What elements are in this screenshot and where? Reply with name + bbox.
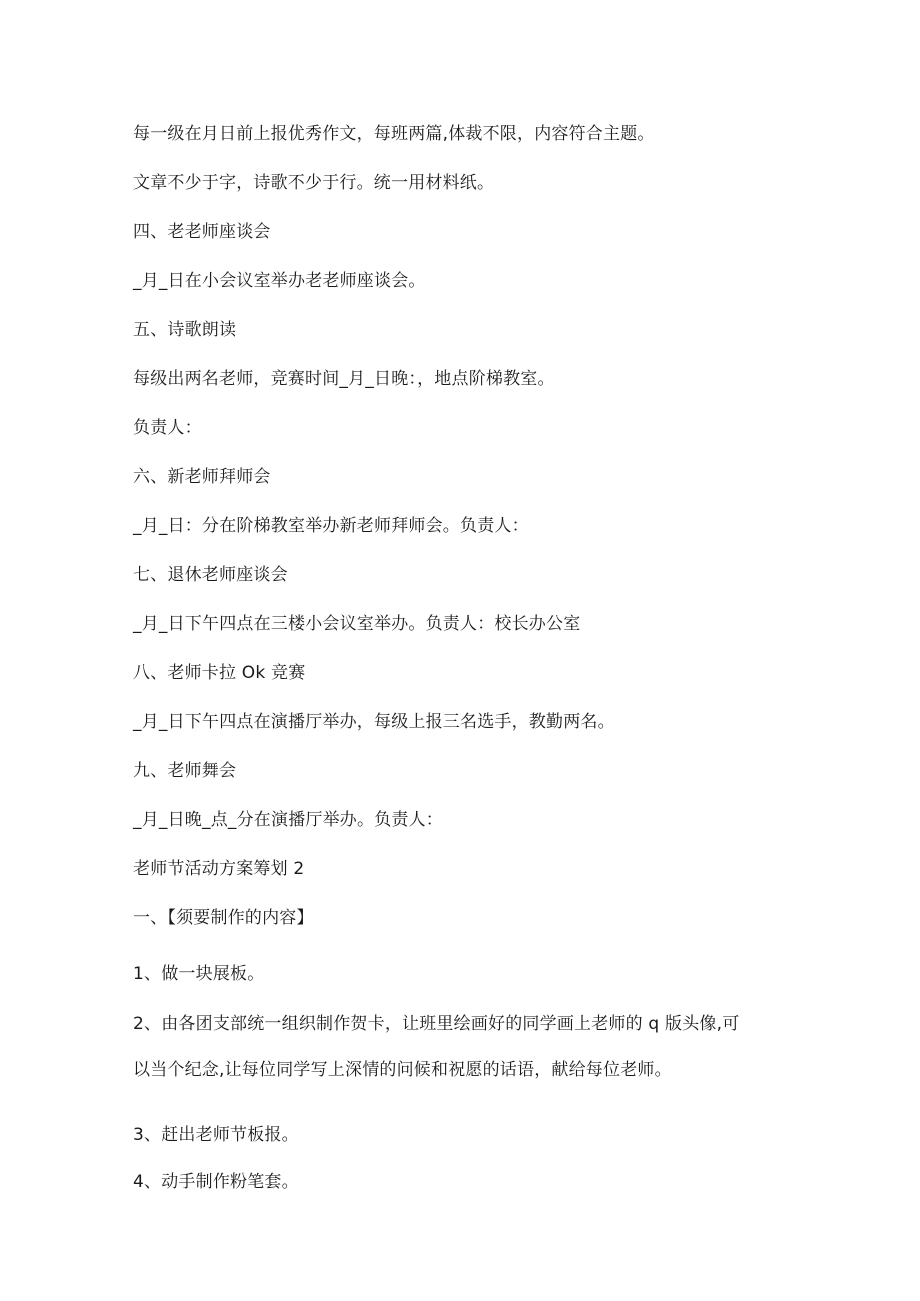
paragraph-section-7: _月_日下午四点在三楼小会议室举办。负责人：校长办公室	[133, 614, 581, 634]
heading-section-6: 六、新老师拜师会	[133, 467, 271, 487]
paragraph-section-5-owner: 负责人：	[133, 418, 202, 438]
list-item-3: 3、赶出老师节板报。	[133, 1125, 299, 1145]
heading-content-to-make: 一、【须要制作的内容】	[133, 908, 314, 928]
paragraph-section-6: _月_日：分在阶梯教室举办新老师拜师会。负责人：	[133, 516, 529, 536]
paragraph-section-9: _月_日晚_点_分在演播厅举办。负责人：	[133, 810, 443, 830]
list-item-4: 4、动手制作粉笔套。	[133, 1172, 299, 1192]
heading-section-9: 九、老师舞会	[133, 761, 237, 781]
paragraph-section-4: _月_日在小会议室举办老老师座谈会。	[133, 271, 426, 291]
list-item-2-continued: 以当个纪念,让每位同学写上深情的问候和祝愿的话语，献给每位老师。	[133, 1060, 672, 1080]
paragraph-section-5: 每级出两名老师，竞赛时间_月_日晚：，地点阶梯教室。	[133, 369, 555, 389]
heading-section-7: 七、退休老师座谈会	[133, 565, 288, 585]
paragraph-section-8: _月_日下午四点在演播厅举办，每级上报三名选手，教勤两名。	[133, 712, 615, 732]
list-item-1: 1、做一块展板。	[133, 964, 265, 984]
plan-title-2: 老师节活动方案筹划 2	[133, 859, 305, 879]
heading-section-4: 四、老老师座谈会	[133, 222, 271, 242]
paragraph-essay-length: 文章不少于字，诗歌不少于行。统一用材料纸。	[133, 173, 495, 193]
heading-section-8: 八、老师卡拉 Ok 竞赛	[133, 663, 306, 683]
paragraph-essay-submission: 每一级在月日前上报优秀作文，每班两篇,体裁不限，内容符合主题。	[133, 124, 655, 144]
list-item-2: 2、由各团支部统一组织制作贺卡，让班里绘画好的同学画上老师的 q 版头像,可	[133, 1014, 740, 1034]
heading-section-5: 五、诗歌朗读	[133, 320, 237, 340]
